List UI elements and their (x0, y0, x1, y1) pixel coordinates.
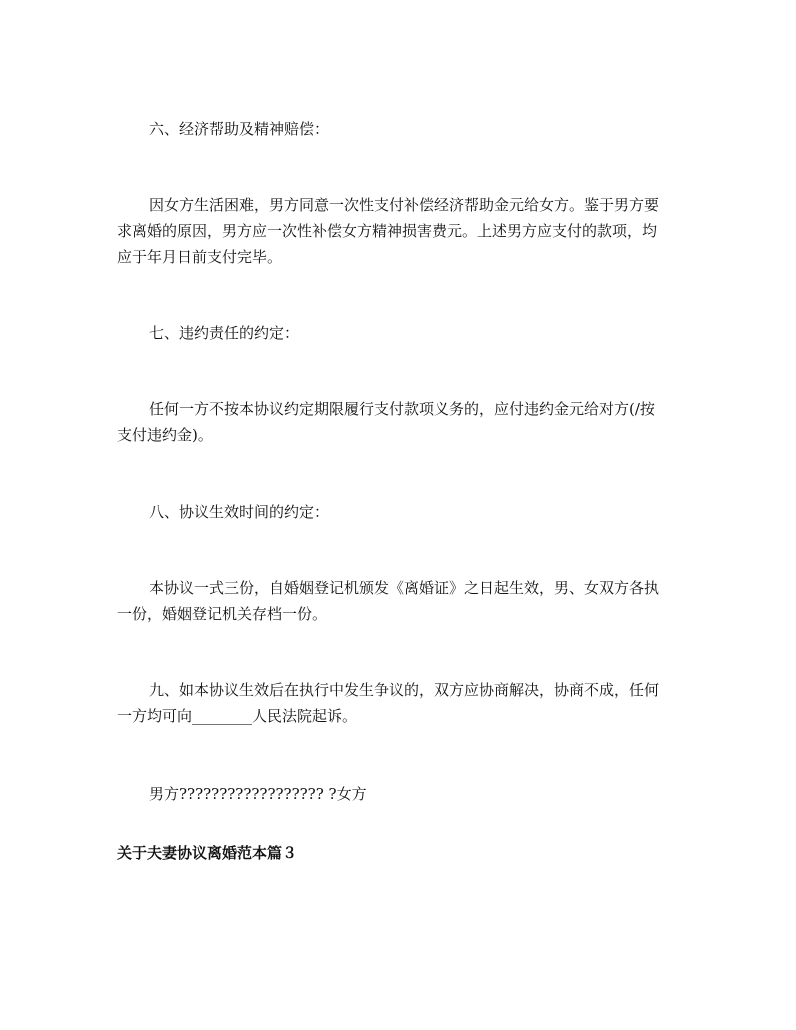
section7-heading: 七、违约责任的约定： (149, 324, 300, 342)
signature-line: 男方?????????????????? ?女方 (149, 785, 367, 803)
section6-body-line: 应于年月日前支付完毕。 (117, 248, 283, 266)
next-section-title: 关于夫妻协议离婚范本篇３ (117, 844, 298, 862)
section6-body-line: 求离婚的原因，男方应一次性补偿女方精神损害费元。上述男方应支付的款项，均 (117, 222, 658, 240)
section8-body-line: 一份，婚姻登记机关存档一份。 (117, 605, 328, 623)
section8-body-line: 本协议一式三份，自婚姻登记机颁发《离婚证》之日起生效，男、女双方各执 (149, 579, 660, 597)
section6-heading: 六、经济帮助及精神赔偿： (149, 120, 330, 138)
section8-heading: 八、协议生效时间的约定： (149, 503, 330, 521)
section9-line: 九、如本协议生效后在执行中发生争议的，双方应协商解决，协商不成，任何 (149, 681, 660, 699)
section9-line: 一方均可向________人民法院起诉。 (117, 707, 358, 725)
section7-body-line: 任何一方不按本协议约定期限履行支付款项义务的，应付违约金元给对方(/按 (149, 400, 655, 418)
section6-body-line: 因女方生活困难，男方同意一次性支付补偿经济帮助金元给女方。鉴于男方要 (149, 196, 660, 214)
section7-body-line: 支付违约金)。 (117, 426, 213, 444)
